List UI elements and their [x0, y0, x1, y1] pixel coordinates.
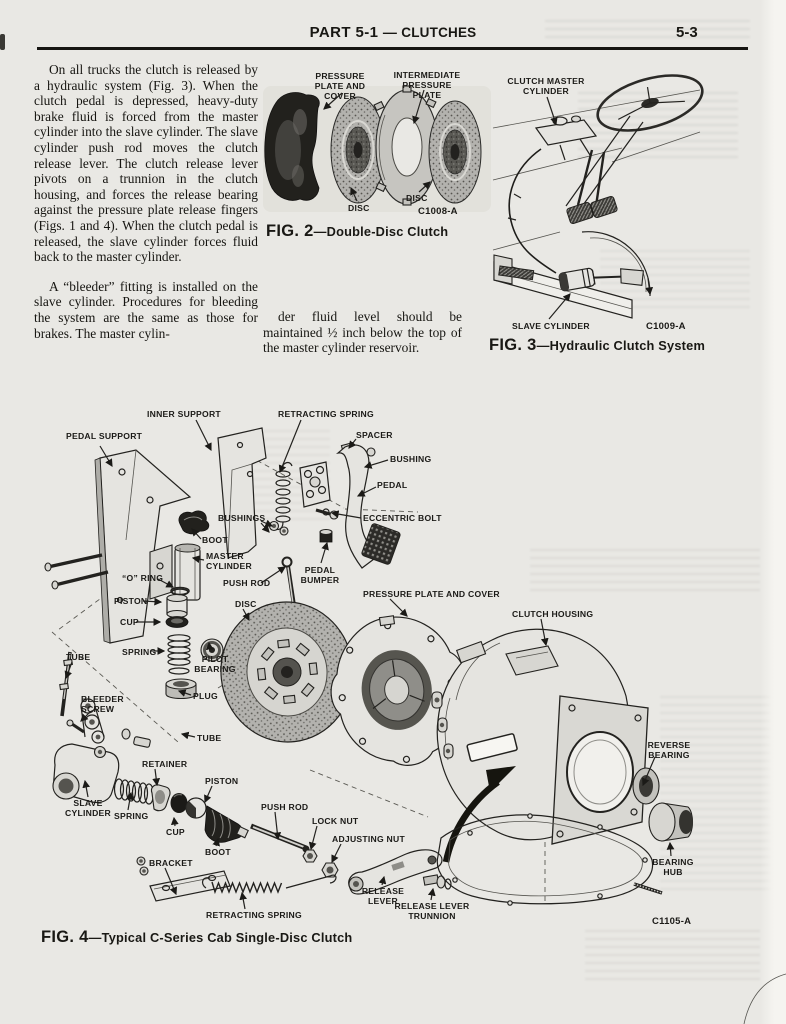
fig4-label-disc: DISC	[235, 599, 257, 609]
fig4-label-bracket: BRACKET	[149, 858, 193, 868]
fig4-label-piston-low: PISTON	[205, 776, 239, 786]
fig2-label-disc-right: DISC	[406, 193, 428, 203]
fig2-label-disc-left: DISC	[348, 203, 370, 213]
fig4-label-reverse-bearing: REVERSE BEARING	[647, 740, 691, 761]
fig4-caption-title: —Typical C-Series Cab Single-Disc Clutch	[88, 930, 353, 945]
fig3-caption-title: —Hydraulic Clutch System	[536, 338, 706, 353]
fig4-label-release-lever: RELEASE LEVER	[361, 886, 405, 907]
fig2-label-pressure-plate: PRESSURE PLATE AND COVER	[314, 71, 366, 102]
fig4-label-spacer: SPACER	[356, 430, 393, 440]
fig4-label-piston-top: PISTON	[114, 596, 148, 606]
fig3-label-master-cylinder: CLUTCH MASTER CYLINDER	[507, 76, 585, 97]
fig4-label-retracting-spring-bottom: RETRACTING SPRING	[206, 910, 302, 920]
fig4-label-master-cylinder: MASTER CYLINDER	[206, 551, 252, 572]
fig4-label-spring-top: SPRING	[122, 647, 157, 657]
fig4-label-adjusting-nut: ADJUSTING NUT	[332, 834, 405, 844]
fig3-caption	[489, 336, 705, 355]
fig2-label-intermediate: INTERMEDIATE PRESSURE PLATE	[393, 70, 461, 101]
fig2-caption-number: FIG. 2	[266, 222, 314, 240]
fig3-label-slave-cylinder: SLAVE CYLINDER	[512, 321, 590, 331]
fig4-label-inner-support: INNER SUPPORT	[147, 409, 221, 419]
fig3-drawing	[493, 65, 709, 319]
fig3-caption-number: FIG. 3	[489, 336, 537, 354]
fig4-label-retainer: RETAINER	[142, 759, 188, 769]
header-separator: —	[382, 24, 397, 40]
fig4-label-bushing: BUSHING	[390, 454, 432, 464]
paragraph-2: A “bleeder” fitting is installed on the slave cylinder. Procedures for bleeding the system are the same as those for brakes. The master cylin-	[34, 278, 258, 341]
header-part: PART 5-1	[309, 24, 379, 41]
fig4-label-lock-nut: LOCK NUT	[312, 816, 359, 826]
fig4-label-pedal-support: PEDAL SUPPORT	[66, 431, 143, 441]
fig4-label-boot-top: BOOT	[202, 535, 228, 545]
page-number: 5-3	[676, 24, 698, 41]
paragraph-3: der fluid level should be maintained ½ inch below the top of the master cylinder reservoir.	[263, 309, 462, 356]
fig4-label-push-rod-top: PUSH ROD	[223, 578, 271, 588]
fig2-caption	[266, 222, 448, 241]
fig4-label-retracting-spring-top: RETRACTING SPRING	[278, 409, 374, 419]
fig4-label-o-ring: “O” RING	[122, 573, 164, 583]
fig4-label-spring-low: SPRING	[114, 811, 149, 821]
fig4-label-tube-left: TUBE	[66, 652, 91, 662]
fig4-label-boot-low: BOOT	[205, 847, 231, 857]
paragraph-1: On all trucks the clutch is released by a hydraulic system (Fig. 3). When the clutch pedal is depressed, heavy-duty brake fluid is forced from the master cylinder into the slave cylinder. The slave cylinder push rod moves the clutch release lever. The clutch release lever pivots on a trunnion in the clutch housing, and forces the release bearing against the pressure plate release fingers (Figs. 1 and 4). When the clutch pedal is released, the slave cylinder forces fluid back to the master cylinder.	[34, 62, 258, 265]
fig4-label-bearing-hub: BEARING HUB	[652, 857, 694, 878]
fig4-code: C1105-A	[652, 916, 692, 927]
fig4-label-clutch-housing: CLUTCH HOUSING	[512, 609, 594, 619]
fig4-label-slave-cylinder: SLAVE CYLINDER	[65, 798, 111, 819]
fig2-code: C1008-A	[418, 206, 458, 217]
fig4-label-cup-low: CUP	[166, 827, 185, 837]
fig4-label-bushings: BUSHINGS	[218, 513, 266, 523]
fig4-label-pedal-bumper: PEDAL BUMPER	[300, 565, 340, 586]
fig4-label-plug: PLUG	[193, 691, 218, 701]
fig4-label-tube-mid: TUBE	[197, 733, 222, 743]
fig4-label-bleeder-screw: BLEEDER SCREW	[81, 694, 124, 715]
fig4-caption-number: FIG. 4	[41, 928, 89, 946]
fig4-label-eccentric-bolt: ECCENTRIC BOLT	[363, 513, 442, 523]
fig4-label-cup-top: CUP	[120, 617, 139, 627]
fig4-label-pressure-plate: PRESSURE PLATE AND COVER	[363, 589, 500, 599]
fig4-label-release-lever-trunnion: RELEASE LEVER TRUNNION	[394, 901, 470, 922]
fig4-label-pilot-bearing: PILOT BEARING	[194, 654, 236, 675]
fig2-caption-title: —Double-Disc Clutch	[313, 224, 449, 239]
header-section: CLUTCHES	[401, 25, 477, 40]
fig3-code: C1009-A	[646, 321, 686, 332]
fig2-drawing	[263, 86, 491, 212]
fig4-caption	[41, 928, 352, 947]
fig4-label-push-rod-low: PUSH ROD	[261, 802, 309, 812]
fig4-label-pedal: PEDAL	[377, 480, 408, 490]
